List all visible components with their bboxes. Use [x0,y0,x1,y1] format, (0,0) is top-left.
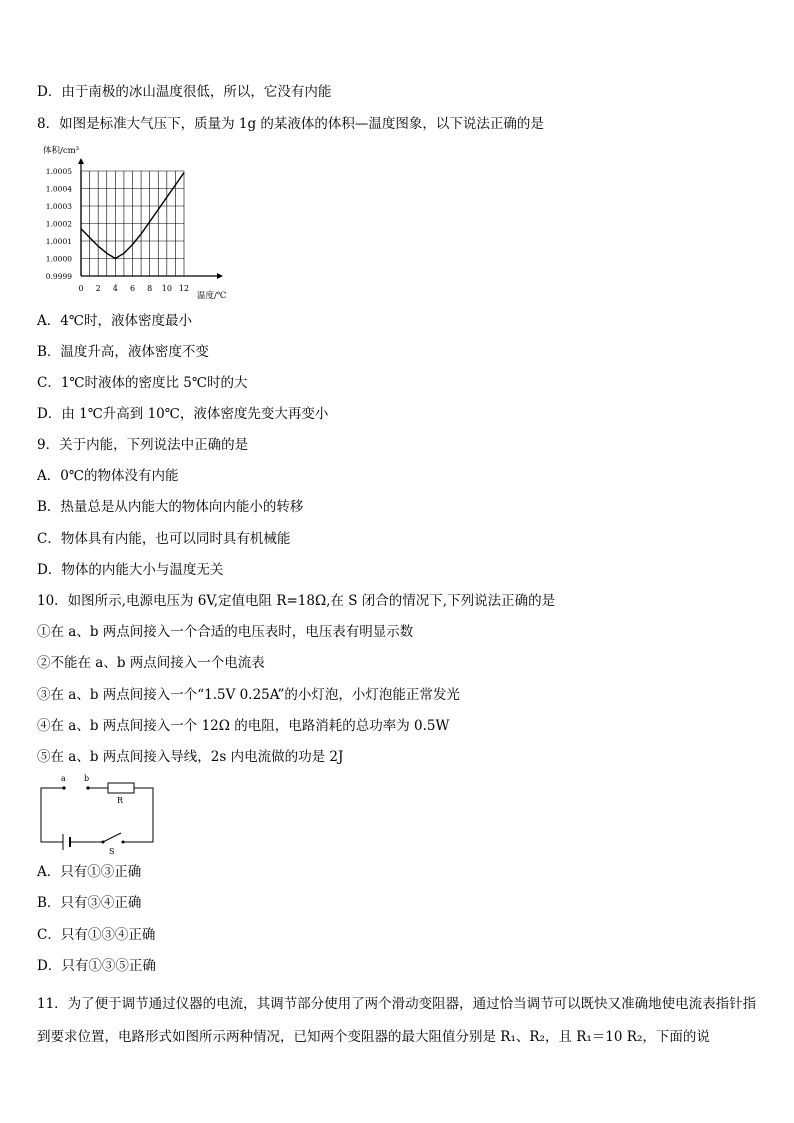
y-tick-label: 1.0003 [45,202,72,211]
q9-option-b: B．热量总是从内能大的物体向内能小的转移 [37,499,304,515]
y-tick-label: 0.9999 [45,272,72,281]
q10-statement-1: ①在 a、b 两点间接入一个合适的电压表时，电压表有明显示数 [37,624,414,640]
y-tick-label: 1.0000 [45,254,72,264]
x-axis-label: 温度/℃ [197,291,227,301]
x-tick-label: 8 [147,284,153,293]
x-tick-label: 6 [129,284,136,293]
battery-symbol [63,834,70,850]
q9-option-a: A．0℃的物体没有内能 [37,468,179,484]
circuit-wires [41,788,153,842]
q11-stem: 11．为了便于调节通过仪器的电流，其调节部分使用了两个滑动变阻器，通过恰当调节可以既快又准确地使电流表指针指到要求位置，电路形式如图所示两种情况，已知两个变阻器的最大阻值分别是 R₁、R₂，且 R₁＝10 R₂，下面的说 [37,996,757,1045]
y-tick-label: 1.0001 [45,237,72,246]
q9-stem: 9．关于内能，下列说法中正确的是 [37,437,249,453]
q9-option-d: D．物体的内能大小与温度无关 [37,562,224,578]
circuit-diagram [37,772,159,856]
switch-s [102,833,125,844]
y-tick-label: 1.0002 [45,219,72,229]
chart-grid [78,158,223,279]
y-tick-label: 1.0004 [45,184,72,194]
terminal-b [86,786,89,789]
q10-option-b: B．只有③④正确 [37,895,142,911]
q10-option-d: D．只有①③⑤正确 [37,958,156,974]
y-tick-label: 1.0005 [45,167,72,176]
terminal-a [62,786,65,789]
y-axis-label: 体积/cm³ [43,146,80,156]
q9-option-c: C．物体具有内能，也可以同时具有机械能 [37,531,291,547]
q8-option-d: D．由 1℃升高到 10℃，液体密度先变大再变小 [37,406,329,422]
q8-stem: 8．如图是标准大气压下，质量为 1g 的某液体的体积—温度图象，以下说法正确的是 [37,116,544,132]
q10-option-a: A．只有①③正确 [37,864,142,880]
volume-temperature-chart [37,140,237,302]
label-a: a [61,774,66,783]
x-axis-arrow [217,273,223,279]
q10-option-c: C．只有①③④正确 [37,927,156,943]
label-b: b [84,774,90,783]
x-tick-label: 2 [95,284,101,293]
y-axis-arrow [78,158,84,164]
x-tick-label: 12 [178,284,190,293]
label-r: R [117,796,124,805]
label-s: S [109,847,115,856]
q10-statement-2: ②不能在 a、b 两点间接入一个电流表 [37,655,265,671]
q8-option-b: B．温度升高，液体密度不变 [37,344,209,360]
q8-option-c: C．1℃时液体的密度比 5℃时的大 [37,375,248,391]
q10-statement-5: ⑤在 a、b 两点间接入导线，2s 内电流做的功是 2J [37,749,344,765]
q7-option-d: D．由于南极的冰山温度很低，所以，它没有内能 [37,84,332,100]
q10-statement-3: ③在 a、b 两点间接入一个“1.5V 0.25A”的小灯泡，小灯泡能正常发光 [37,687,460,703]
q10-statement-4: ④在 a、b 两点间接入一个 12Ω 的电阻，电路消耗的总功率为 0.5W [37,718,450,734]
chart-ticks [46,167,189,293]
x-tick-label: 10 [161,284,172,293]
resistor-r [108,783,134,793]
q10-stem: 10．如图所示,电源电压为 6V,定值电阻 R=18Ω,在 S 闭合的情况下,下列说法正确的是 [37,593,556,609]
x-tick-label: 4 [112,284,118,293]
q8-option-a: A．4℃时，液体密度最小 [37,313,192,329]
x-tick-label: 0 [78,284,84,293]
